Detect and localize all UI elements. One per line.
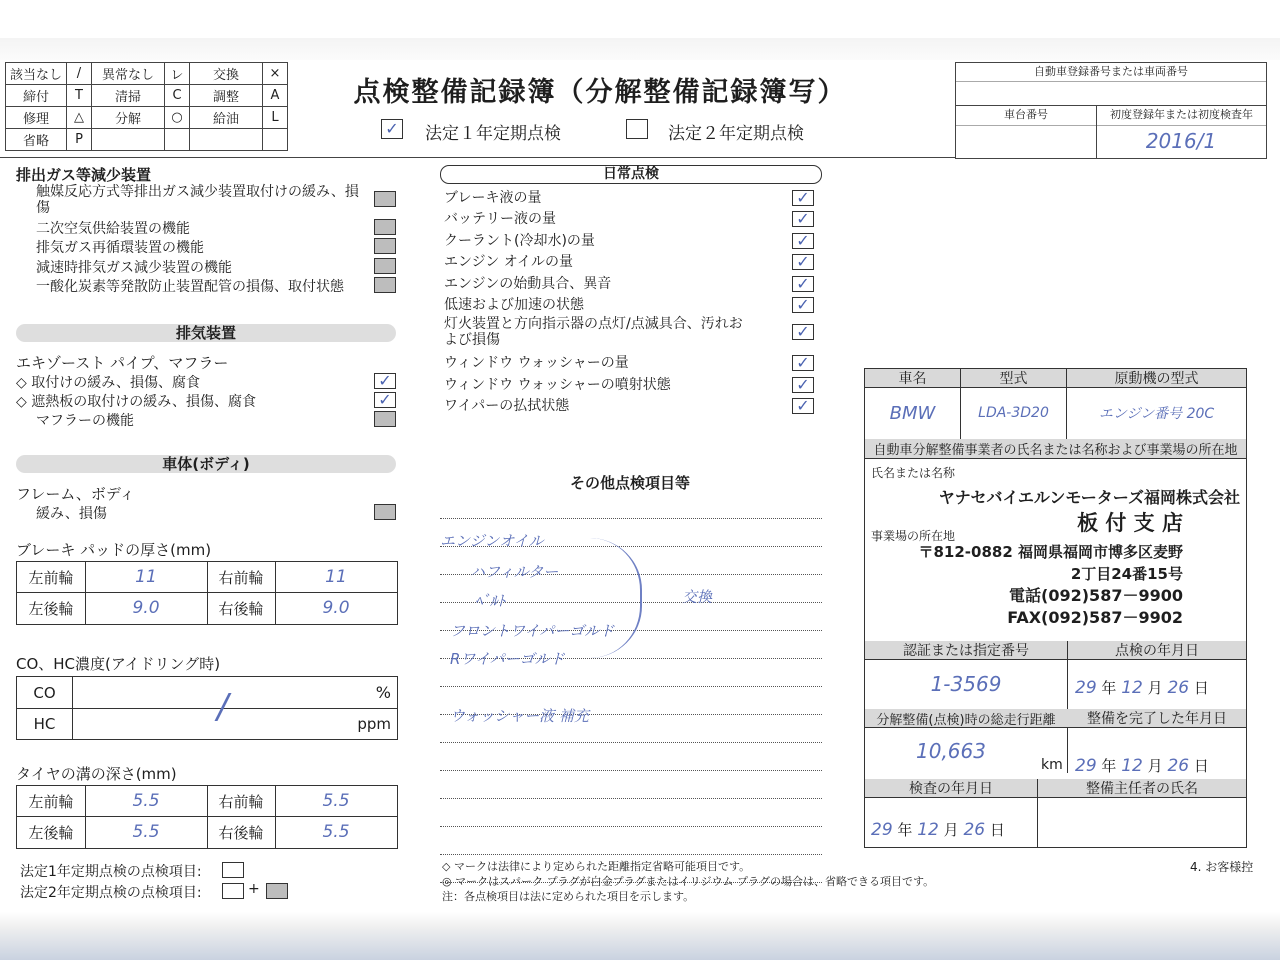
note-1: ◇ マークは法律により定められた距離指定省略可能項目です。 bbox=[442, 860, 751, 873]
exhaust-item: ◇ 遮熱板の取付けの緩み、損傷、腐食 bbox=[16, 394, 257, 410]
legend-row bbox=[6, 129, 288, 151]
legend-cell: 修理 bbox=[6, 107, 67, 129]
legend-plus: + bbox=[248, 881, 260, 897]
done-date-label: 整備を完了した年月日 bbox=[1087, 711, 1227, 727]
other-title: その他点検項目等 bbox=[569, 474, 690, 492]
option1-label: 法定１年定期点検 bbox=[425, 124, 561, 144]
emission-item: 触媒反応方式等排出ガス減少装置取付けの緩み、損傷 bbox=[36, 184, 359, 216]
tire-fl-label: 左前輪 bbox=[28, 792, 74, 811]
legend-2yr-box bbox=[222, 883, 244, 899]
check-mark-icon: ✓ bbox=[796, 252, 810, 271]
dotted-line bbox=[440, 798, 822, 799]
daily-checkbox[interactable] bbox=[792, 355, 814, 371]
tel: 電話(092)587－9900 bbox=[1009, 586, 1183, 605]
check-mark-icon: ✓ bbox=[796, 353, 810, 372]
daily-checkbox[interactable] bbox=[792, 398, 814, 414]
daily-checkbox[interactable] bbox=[792, 190, 814, 206]
other-note: エンジンオイル bbox=[440, 532, 544, 550]
vehicle-block bbox=[864, 368, 1247, 848]
legend-cell bbox=[92, 129, 165, 151]
body-item: 緩み、損傷 bbox=[36, 506, 107, 522]
dotted-line bbox=[440, 686, 822, 687]
emission-item: 排気ガス再循環装置の機能 bbox=[36, 240, 204, 256]
brace-mark bbox=[590, 538, 642, 658]
check-mark-icon: ✓ bbox=[796, 322, 810, 341]
daily-checkbox[interactable] bbox=[792, 233, 814, 249]
body-title: 車体(ボディ) bbox=[16, 455, 396, 473]
legend-cell: 省略 bbox=[6, 129, 67, 151]
check-mark-icon: ✓ bbox=[796, 396, 810, 415]
co-table bbox=[16, 676, 398, 740]
daily-checkbox[interactable] bbox=[792, 377, 814, 393]
legend-2yr: 法定2年定期点検の点検項目: bbox=[20, 885, 202, 901]
daily-item: ブレーキ液の量 bbox=[444, 190, 542, 206]
emission-item: 二次空気供給装置の機能 bbox=[36, 221, 190, 237]
postal-address: 〒812-0882 福岡県福岡市博多区麦野 bbox=[918, 543, 1183, 561]
inspect-date: 29 年 12 月 26 日 bbox=[1075, 678, 1209, 698]
company-name: ヤナセバイエルンモーターズ福岡株式会社 bbox=[938, 488, 1240, 507]
legend-cell: L bbox=[263, 107, 288, 129]
inspect-date-label: 点検の年月日 bbox=[1115, 643, 1199, 659]
daily-item: 低速および加速の状態 bbox=[444, 297, 584, 313]
legend-cell: 清掃 bbox=[92, 85, 165, 107]
body-checkbox[interactable] bbox=[374, 504, 396, 520]
legend-cell: P bbox=[67, 129, 92, 151]
mileage-label: 分解整備(点検)時の総走行距離 bbox=[876, 712, 1056, 728]
address-label: 事業場の所在地 bbox=[871, 529, 956, 543]
legend-cell: △ bbox=[67, 107, 92, 129]
exam-date-label: 検査の年月日 bbox=[909, 781, 993, 797]
daily-item: クーラント(冷却水)の量 bbox=[444, 233, 595, 249]
legend-cell: 締付 bbox=[6, 85, 67, 107]
other-side-note: 交換 bbox=[682, 588, 713, 606]
check-mark-icon: ✓ bbox=[796, 375, 810, 394]
exhaust-checkbox[interactable] bbox=[374, 411, 396, 427]
legend-2yr-gray-box bbox=[266, 883, 288, 899]
tire-rl-value: 5.5 bbox=[132, 822, 160, 842]
check-mark-icon: ✓ bbox=[796, 295, 810, 314]
legend-cell: 交換 bbox=[190, 63, 263, 85]
brake-fl-value: 11 bbox=[135, 567, 157, 587]
tire-fl-value: 5.5 bbox=[132, 791, 160, 811]
co-label: CO bbox=[33, 683, 56, 702]
vehicle-engine-label: 原動機の型式 bbox=[1114, 371, 1199, 387]
check-mark-icon: ✓ bbox=[796, 188, 810, 207]
check-mark-icon: ✓ bbox=[796, 209, 810, 228]
dotted-line bbox=[440, 854, 822, 855]
fax: FAX(092)587－9902 bbox=[1007, 608, 1183, 627]
exhaust-checkbox[interactable] bbox=[374, 392, 396, 408]
first-reg-label: 初度登録年または初度検査年 bbox=[1097, 105, 1266, 126]
dotted-line bbox=[440, 518, 822, 519]
check-mark-icon: ✓ bbox=[796, 231, 810, 250]
emission-title: 排出ガス等減少装置 bbox=[16, 166, 152, 184]
exhaust-item: マフラーの機能 bbox=[36, 413, 134, 429]
legend-cell: 分解 bbox=[92, 107, 165, 129]
other-note: Rワイパーゴルド bbox=[450, 650, 565, 668]
legend-cell: A bbox=[263, 85, 288, 107]
brake-fr-value: 11 bbox=[325, 567, 347, 587]
tire-title: タイヤの溝の深さ(mm) bbox=[16, 765, 177, 783]
copy-label: 4. お客様控 bbox=[1190, 860, 1254, 874]
bleed-through-strip bbox=[0, 38, 1280, 60]
emission-checkbox[interactable] bbox=[374, 191, 396, 207]
vehicle-name-value: BMW bbox=[889, 402, 936, 424]
registration-label: 自動車登録番号または車両番号 bbox=[956, 63, 1266, 82]
option2-label: 法定２年定期点検 bbox=[668, 124, 804, 144]
emission-item: 減速時排気ガス減少装置の機能 bbox=[36, 260, 232, 276]
option1-checkbox[interactable] bbox=[381, 119, 403, 139]
scan-edge bbox=[0, 912, 1280, 960]
vehicle-model-label: 型式 bbox=[999, 371, 1028, 387]
legend-1yr-box bbox=[222, 862, 244, 878]
legend-row bbox=[6, 63, 288, 85]
daily-item: エンジンの始動具合、異音 bbox=[444, 276, 612, 292]
brake-rr-label: 右後輪 bbox=[218, 599, 264, 618]
legend-row bbox=[6, 107, 288, 129]
brake-rl-label: 左後輪 bbox=[28, 599, 74, 618]
exhaust-checkbox[interactable] bbox=[374, 373, 396, 389]
dotted-line bbox=[440, 826, 822, 827]
daily-checkbox[interactable] bbox=[792, 276, 814, 292]
note-3: 注：各点検項目は法に定められた項目を示します。 bbox=[442, 890, 695, 903]
legend-cell: × bbox=[263, 63, 288, 85]
legend-cell bbox=[165, 129, 190, 151]
check-mark-icon: ✓ bbox=[378, 390, 392, 409]
hc-label: HC bbox=[33, 715, 56, 733]
exhaust-item: ◇ 取付けの緩み、損傷、腐食 bbox=[16, 375, 201, 391]
brake-fr-label: 右前輪 bbox=[218, 568, 264, 587]
emission-checkbox[interactable] bbox=[374, 219, 396, 235]
page-title: 点検整備記録簿（分解整備記録簿写） bbox=[353, 77, 847, 108]
vehicle-model-value: LDA-3D20 bbox=[978, 405, 1049, 421]
daily-item: エンジン オイルの量 bbox=[444, 254, 574, 270]
legend-cell: 調整 bbox=[190, 85, 263, 107]
co-slash-mark: / bbox=[217, 687, 229, 727]
done-date: 29 年 12 月 26 日 bbox=[1075, 756, 1209, 776]
vehicle-name-label: 車名 bbox=[898, 371, 927, 387]
legend-row bbox=[6, 85, 288, 107]
brake-table bbox=[16, 561, 398, 625]
tire-rr-value: 5.5 bbox=[322, 822, 350, 842]
vehicle-engine-value: エンジン番号 20C bbox=[1098, 406, 1215, 422]
emission-checkbox[interactable] bbox=[374, 238, 396, 254]
emission-item: 一酸化炭素等発散防止装置配管の損傷、取付状態 bbox=[36, 279, 344, 295]
other-note: ウォッシャー液 補充 bbox=[450, 707, 589, 725]
daily-item: ワイパーの払拭状態 bbox=[444, 398, 570, 414]
dotted-line bbox=[440, 742, 822, 743]
brake-rl-value: 9.0 bbox=[132, 598, 160, 618]
chief-label: 整備主任者の氏名 bbox=[1086, 781, 1198, 797]
daily-item: 灯火装置と方向指示器の点灯/点滅具合、汚れおよび損傷 bbox=[444, 316, 743, 348]
daily-item: バッテリー液の量 bbox=[444, 211, 556, 227]
business-label: 自動車分解整備事業者の氏名または名称および事業場の所在地 bbox=[865, 439, 1246, 459]
chassis-label: 車台番号 bbox=[956, 105, 1097, 126]
body-subtitle: フレーム、ボディ bbox=[16, 485, 135, 503]
check-mark-icon: ✓ bbox=[796, 274, 810, 293]
daily-checkbox[interactable] bbox=[792, 254, 814, 270]
cert-value: 1-3569 bbox=[930, 672, 1002, 696]
note-2: ◎ マークはスパーク プラグが白金プラグまたはイリジウム プラグの場合は、省略できる項目です。 bbox=[442, 875, 935, 888]
daily-item: ウィンドウ ウォッシャーの噴射状態 bbox=[444, 377, 671, 393]
legend-cell: レ bbox=[165, 63, 190, 85]
mileage-unit: km bbox=[1041, 757, 1063, 773]
legend-1yr: 法定1年定期点検の点検項目: bbox=[20, 864, 202, 880]
option2-checkbox[interactable] bbox=[626, 119, 648, 139]
brake-title: ブレーキ パッドの厚さ(mm) bbox=[16, 541, 212, 559]
tire-fr-label: 右前輪 bbox=[218, 792, 264, 811]
legend-cell: 該当なし bbox=[6, 63, 67, 85]
legend-cell bbox=[263, 129, 288, 151]
legend-cell: 給油 bbox=[190, 107, 263, 129]
legend-cell: C bbox=[165, 85, 190, 107]
brake-rr-value: 9.0 bbox=[322, 598, 350, 618]
branch-name: 板 付 支 店 bbox=[1077, 511, 1183, 535]
daily-checkbox[interactable] bbox=[792, 211, 814, 227]
registration-box bbox=[955, 62, 1267, 159]
exhaust-title: 排気装置 bbox=[16, 324, 396, 342]
daily-checkbox[interactable] bbox=[792, 297, 814, 313]
tire-fr-value: 5.5 bbox=[322, 791, 350, 811]
mark-legend-table bbox=[5, 62, 288, 151]
check-mark-icon: ✓ bbox=[385, 119, 399, 138]
legend-cell: / bbox=[67, 63, 92, 85]
daily-item: ウィンドウ ウォッシャーの量 bbox=[444, 355, 629, 371]
dotted-line bbox=[440, 770, 822, 771]
check-mark-icon: ✓ bbox=[378, 371, 392, 390]
legend-cell: T bbox=[67, 85, 92, 107]
cert-label: 認証または指定番号 bbox=[903, 643, 1029, 659]
name-or-title-label: 氏名または名称 bbox=[871, 466, 956, 480]
legend-cell: 異常なし bbox=[92, 63, 165, 85]
daily-checkbox[interactable] bbox=[792, 324, 814, 340]
legend-cell bbox=[190, 129, 263, 151]
tire-rl-label: 左後輪 bbox=[28, 823, 74, 842]
co-title: CO、HC濃度(アイドリング時) bbox=[16, 655, 221, 673]
other-note: ﾍﾞﾙﾄ bbox=[475, 592, 506, 610]
daily-title-bar: 日常点検 bbox=[440, 165, 822, 184]
tire-rr-label: 右後輪 bbox=[218, 823, 264, 842]
exam-date: 29 年 12 月 26 日 bbox=[871, 820, 1005, 840]
emission-checkbox[interactable] bbox=[374, 258, 396, 274]
mileage-value: 10,663 bbox=[916, 739, 986, 763]
hc-unit: ppm bbox=[357, 715, 391, 733]
exhaust-subtitle: エキゾースト パイプ、マフラー bbox=[16, 354, 229, 372]
legend-cell: ○ bbox=[165, 107, 190, 129]
co-unit: % bbox=[375, 683, 391, 702]
tire-table bbox=[16, 785, 398, 849]
first-reg-value: 2016/1 bbox=[1145, 129, 1217, 153]
other-note: ハフィルター bbox=[470, 563, 559, 581]
address-line2: 2丁目24番15号 bbox=[1070, 565, 1183, 583]
other-note: フロントワイパーゴルド bbox=[450, 622, 615, 640]
brake-fl-label: 左前輪 bbox=[28, 568, 74, 587]
emission-checkbox[interactable] bbox=[374, 277, 396, 293]
